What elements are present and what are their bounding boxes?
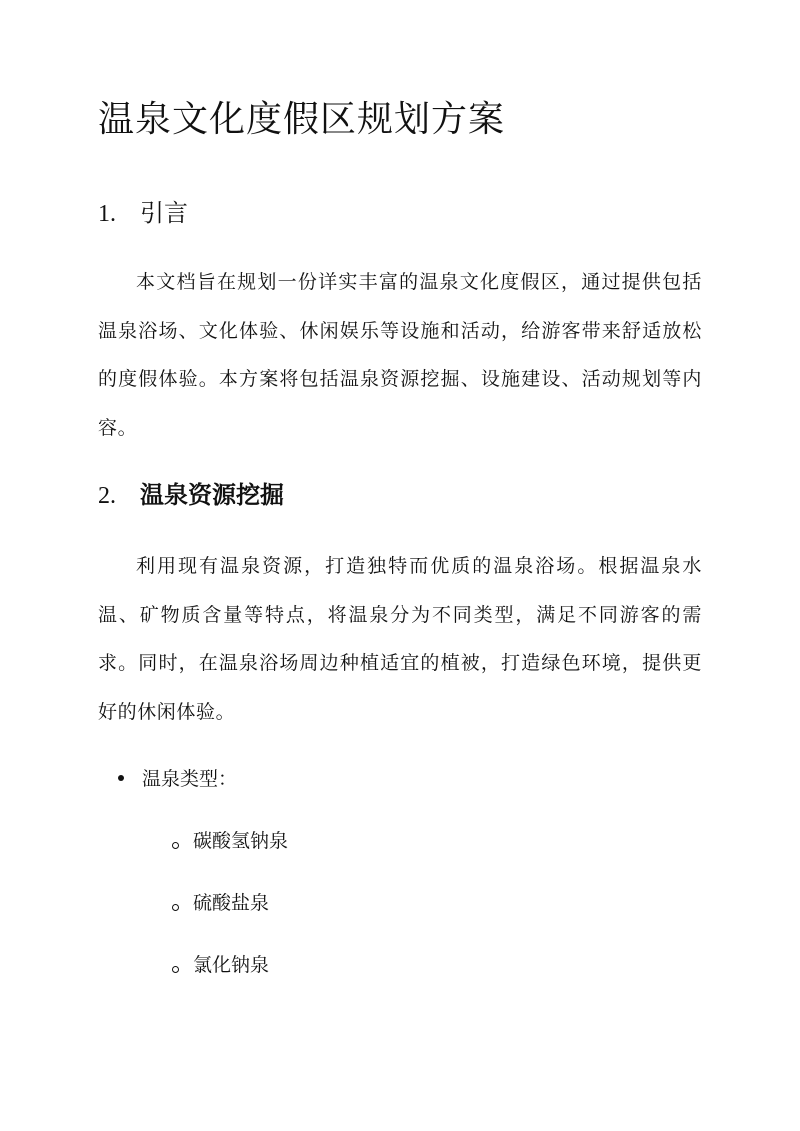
circle-bullet-icon <box>172 904 179 911</box>
section-number: 2. <box>98 483 116 509</box>
section-title: 引言 <box>140 199 188 227</box>
sub-item-label: 硫酸盐泉 <box>193 892 270 914</box>
document-title: 温泉文化度假区规划方案 <box>98 99 506 140</box>
list-item <box>172 888 269 915</box>
bullet-label: 温泉类型： <box>142 768 238 790</box>
list-item <box>172 826 288 853</box>
list-item <box>118 764 237 791</box>
sub-item-label: 氯化钠泉 <box>193 954 270 976</box>
sub-item-label: 碳酸氢钠泉 <box>193 830 289 852</box>
section-heading-introduction <box>98 196 188 231</box>
bullet-list <box>118 764 237 791</box>
hot-spring-resources-paragraph: 利用现有温泉资源，打造独特而优质的温泉浴场。根据温泉水温、矿物质含量等特点，将温泉分为不同类型，满足不同游客的需求。同时，在温泉浴场周边种植适宜的植被，打造绿色环境，提供更好的休闲体验。 <box>98 555 702 723</box>
introduction-paragraph: 本文档旨在规划一份详实丰富的温泉文化度假区，通过提供包括温泉浴场、文化体验、休闲娱乐等设施和活动，给游客带来舒适放松的度假体验。本方案将包括温泉资源挖掘、设施建设、活动规划等内容。 <box>98 271 702 439</box>
bullet-dot-icon <box>118 775 124 781</box>
section-heading-hot-spring-resources <box>98 478 284 513</box>
circle-bullet-icon <box>172 966 179 973</box>
circle-bullet-icon <box>172 842 179 849</box>
section-title: 温泉资源挖掘 <box>140 480 284 509</box>
list-item <box>172 950 269 977</box>
section-number: 1. <box>98 201 116 227</box>
